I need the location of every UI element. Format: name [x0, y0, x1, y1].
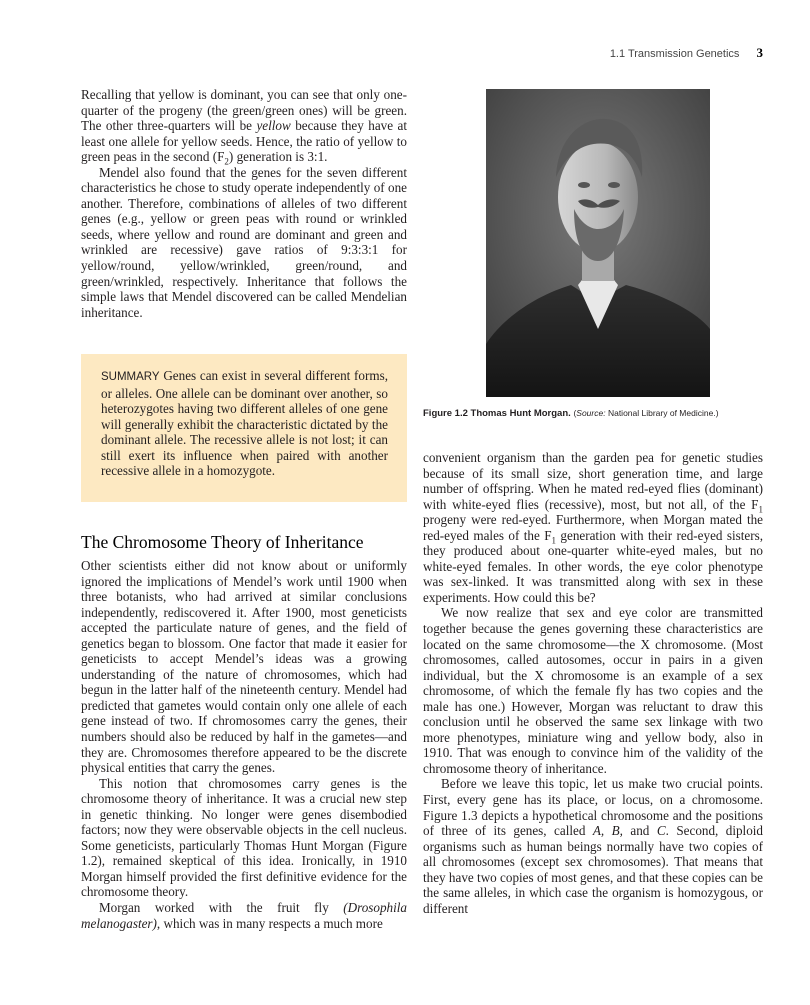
gene-name-c: C [656, 823, 666, 839]
subscript: 1 [758, 504, 763, 515]
text-run: generation with their red-eyed sisters, they produced about one-quarter white-eyed males, but no white-eyed females. In other words, the eye color phenotype was [423, 527, 764, 590]
figure-source: (Source: National Library of Medicine.) [573, 408, 719, 418]
text-run: Morgan worked with the fruit fly [99, 900, 344, 916]
gene-names: A, B, [592, 823, 623, 839]
paragraph-rediscovery: Other scientists either did not know about or uniformly ignored the implications of Mendel’s work until 1900 when three botanists, who had arrived at similar conclusions independently, rediscovered it. After 1900, most geneticists accepted the particulate nature of genes, and the field of genetics began to blossom. One factor that made it easier for geneticists to accept Mendel’s ideas was a growing understanding of the nature of chromosomes, which had begun in the latter half of the nineteenth century. Mendel had predicted that gametes would contain only one allele of each gene instead of two. If chromosomes carry the genes, their numbers should also be reduced by half in the gametes—and they are. Chromosomes therefore appeared to be the discrete physical entities that carry the genes. [81, 558, 407, 776]
paragraph-locus [423, 776, 763, 916]
text-run: progeny were red-eyed. Furthermore, when Morgan mated the red-eyed males of the F [423, 512, 763, 543]
summary-label: SUMMARY [101, 371, 160, 383]
key-term-homozygous: homozygous [677, 885, 745, 901]
text-run: , or different [423, 885, 763, 916]
text-run: . It was transmitted along with sex in these experiments. How could this be? [423, 574, 763, 605]
paragraph-ratio [81, 87, 407, 165]
text-run: , occur in pairs in a given individual, but the X chromosome is an example of a [423, 652, 763, 683]
text-run: convenient organism than the garden pea for genetic studies because of its small size, short generation time, and large number of offspring. When he mated red-eyed flies (dominant) with white-eyed flies (recessive), most, but not all, of the F [423, 450, 763, 512]
paragraph-independence [81, 165, 407, 320]
text-run: . [139, 304, 143, 320]
paragraph-morgan-experiment [423, 450, 763, 605]
portrait-image [486, 89, 710, 397]
text-run: ) generation is 3:1. [228, 149, 328, 165]
paragraph-x-chromosome [423, 605, 763, 776]
key-term-sex-chromosome: sex chromosome [423, 667, 763, 699]
source-label: Source: [576, 408, 606, 418]
left-column-top [81, 87, 407, 320]
section-heading: The Chromosome Theory of Inheritance [81, 532, 364, 552]
paragraph-fruit-fly [81, 900, 407, 931]
text-run: . Second, diploid organisms such as human beings normally have two copies of all chromosomes (except sex chromosomes). That means that they have two copies of most genes, and that these copies can be the same alleles, in which case the organism is [423, 823, 764, 901]
key-term-sex-linked: sex-linked [450, 574, 506, 590]
page-number: 3 [756, 45, 763, 60]
key-term-chromosome-theory: chromosome theory of inheritance [81, 791, 265, 807]
left-column-section [81, 558, 407, 931]
emphasis-yellow: yellow [256, 118, 291, 134]
figure-caption [423, 408, 783, 419]
text-run: , of which the female fly has two copies and the male has one.) However, Morgan was reluctant to draw this conclusion until he observed the same sex linkage with two more phenotypes, miniature wing and yellow body, also in 1910. That was enough to convince him of the validity of the chromosome theory of inheritance. [423, 683, 763, 776]
text-run: Recalling that yellow is dominant, you can see that only one-quarter of the progeny (the green/green ones) will be green. The other three-quarters will be [81, 87, 407, 134]
species-name: (Drosophila melanogaster) [81, 900, 407, 931]
text-run: and [622, 823, 657, 839]
text-run: Before we leave this topic, let us make two crucial points. First, every gene has its place, or [423, 776, 763, 808]
text-run: This notion that chromosomes carry genes is the [99, 775, 407, 791]
text-run: , which was in many respects a much more [156, 915, 383, 931]
subscript: 1 [551, 535, 557, 546]
text-run: because they have at least one allele for yellow seeds. Hence, the ratio of yellow to green peas in the second (F [81, 118, 407, 165]
paragraph-chromosome-theory [81, 776, 407, 900]
subscript: 2 [224, 156, 229, 167]
text-run: We now realize that sex and eye color are transmitted together because the genes governing these characteristics are located on the same chromosome—the X chromosome. (Most chromosomes, called [423, 605, 763, 668]
section-label: 1.1 Transmission Genetics [609, 48, 740, 60]
text-run: . It was a crucial new step in genetic thinking. No longer were genes disembodied factors; now they were observable objects in the cell nucleus. Some geneticists, particularly Thomas Hunt Morgan (Figure 1.2), remained skeptical of this idea. Ironically, in 1910 Morgan himself provided the first definitive evidence for the chromosome theory. [81, 791, 407, 900]
source-text: National Library of Medicine. [607, 408, 716, 418]
key-term-locus: locus [622, 792, 650, 808]
summary-text: Genes can exist in several different forms, or alleles. One allele can be dominant over another, so heterozygotes having two different alleles of one gene will generally exhibit the characteristic dictated by the dominant allele. The recessive allele is not lost; it can still exert its influence when paired with another recessive allele in a homozygote. [101, 368, 388, 479]
key-term-mendelian-inheritance: Mendelian inheritance [81, 289, 407, 320]
right-column [423, 450, 763, 916]
portrait-photo [486, 89, 710, 397]
text-run: Mendel also found that the genes for the seven different characteristics he chose to study operate independently of one another. Therefore, combinations of alleles of two different genes (e.g., yellow or green peas with round or wrinkled seeds, where yellow and round are dominant and green and wrinkled are recessive) gave ratios of 9:3:3:1 for yellow/round, yellow/wrinkled, green/round, and green/wrinkled, respectively. Inheritance that follows the simple laws that Mendel discovered can be called [81, 164, 407, 305]
text-run: , on a chromosome. Figure 1.3 depicts a hypothetical chromosome and the positions of three of its genes, called [423, 792, 763, 839]
key-term-autosomes: autosomes [546, 652, 602, 668]
figure-label: Figure 1.2 Thomas Hunt Morgan. [423, 408, 571, 419]
running-header [610, 45, 763, 61]
summary-box [81, 354, 407, 502]
